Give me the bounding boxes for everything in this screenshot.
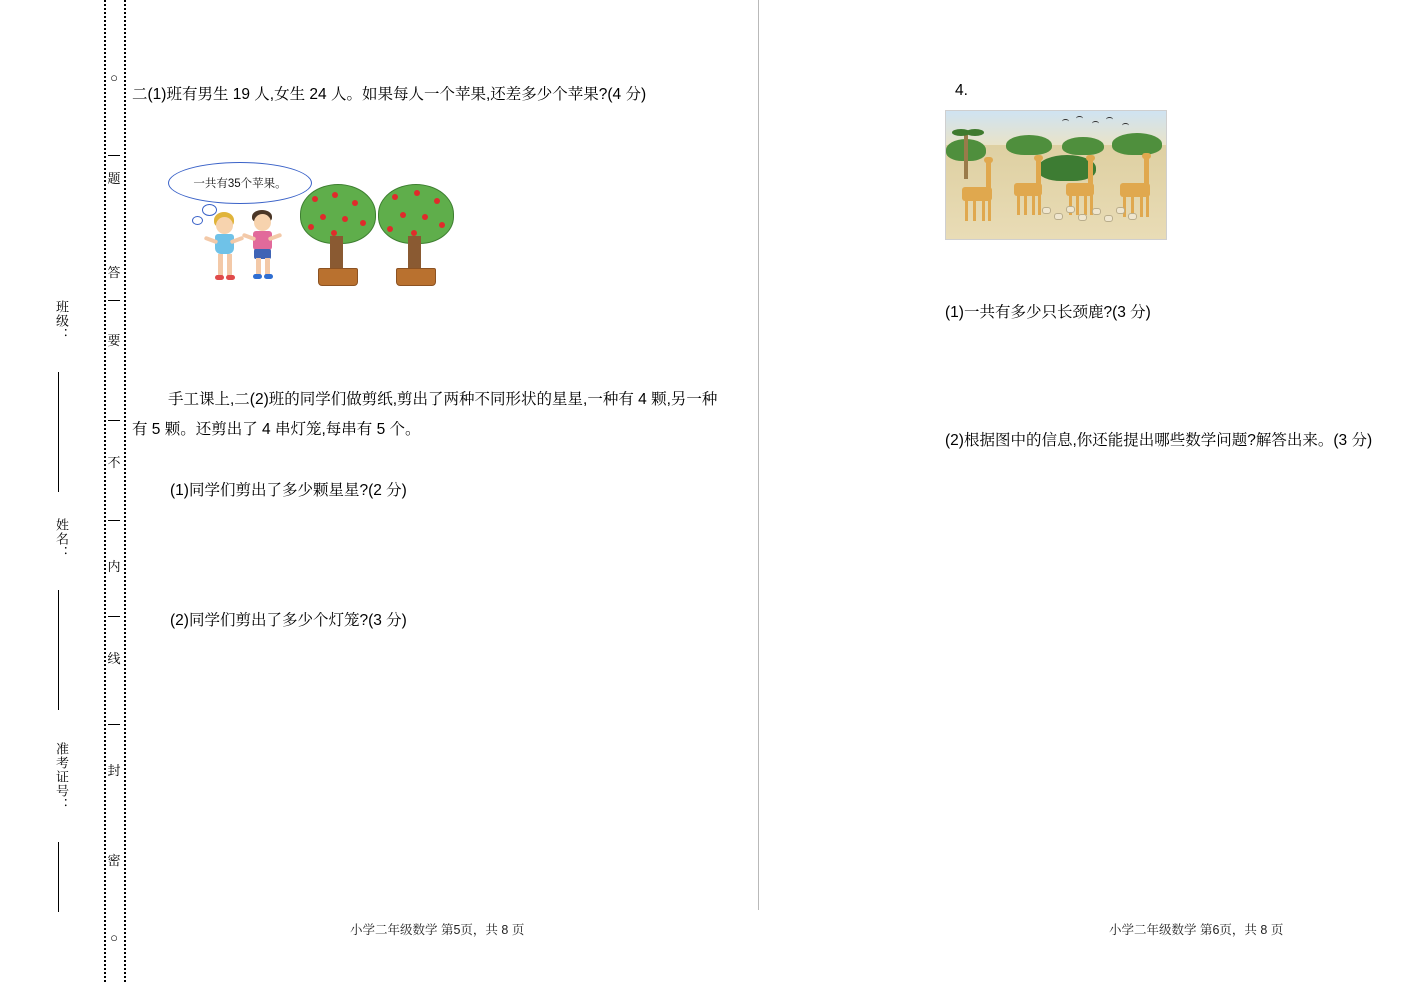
- seal-char-3: 要: [107, 333, 121, 348]
- field-class-rule: [58, 372, 59, 492]
- binding-margin: [0, 0, 128, 982]
- seal-divider-3: [108, 420, 120, 421]
- small-animal: [1066, 206, 1075, 213]
- seal-divider-5: [108, 616, 120, 617]
- small-animal: [1054, 213, 1063, 220]
- bush: [1006, 135, 1052, 155]
- question-4-number: 4.: [955, 82, 968, 99]
- seal-circle-bottom: ○: [110, 930, 118, 945]
- boy-leg-right: [265, 258, 270, 275]
- palm-leaf: [966, 129, 984, 136]
- apple: [414, 190, 420, 196]
- small-animal: [1128, 213, 1137, 220]
- field-exam-rule: [58, 842, 59, 912]
- small-animal: [1116, 207, 1125, 214]
- bird-icon: [1062, 119, 1069, 124]
- question-2: 二(1)班有男生 19 人,女生 24 人。如果每人一个苹果,还差多少个苹果?(4 分): [132, 86, 647, 103]
- girl-shoe-right: [226, 275, 235, 280]
- speech-bubble-dot-small: [192, 216, 203, 225]
- seal-char-6: 线: [107, 651, 121, 666]
- bush: [1062, 137, 1104, 155]
- apple: [342, 216, 348, 222]
- apple-tree-2: [378, 184, 456, 286]
- question-4-sub-2: (2)根据图中的信息,你还能提出哪些数学问题?解答出来。(3 分): [945, 432, 1373, 449]
- small-animal: [1104, 215, 1113, 222]
- tree-1-pot: [318, 268, 358, 286]
- seal-char-8: 密: [107, 853, 121, 868]
- seal-char-7: 封: [107, 763, 121, 778]
- apple-tree-1: [300, 184, 378, 286]
- page-left: [128, 0, 758, 982]
- tree-1-crown: [300, 184, 376, 244]
- bird-icon: [1076, 116, 1083, 121]
- small-animal: [1078, 214, 1087, 221]
- apple: [392, 194, 398, 200]
- bird-icon: [1092, 121, 1099, 126]
- footer-right-page: 小学二年级数学 第6页，共 8 页: [1109, 923, 1284, 937]
- dotted-line-outer: [124, 0, 126, 982]
- question-3: 手工课上,二(2)班的同学们做剪纸,剪出了两种不同形状的星星,一种有 4 颗,另一种有 5 颗。还剪出了 4 串灯笼,每串有 5 个。: [132, 391, 718, 438]
- girl-figure: [208, 212, 242, 284]
- seal-char-2: 答: [107, 265, 121, 280]
- field-exam-number: 准考证号：: [54, 742, 69, 812]
- seal-divider-2: [108, 300, 120, 301]
- apple: [332, 192, 338, 198]
- seal-circle-top: ○: [110, 70, 118, 85]
- question-3-sub-2: (2)同学们剪出了多少个灯笼?(3 分): [170, 612, 407, 629]
- seal-char-0: 题: [107, 171, 121, 186]
- seal-char-4: 不: [107, 455, 121, 470]
- giraffe: [960, 161, 996, 223]
- seal-divider-6: [108, 724, 120, 725]
- apple: [352, 200, 358, 206]
- girl-leg-left: [218, 254, 223, 276]
- giraffe-savanna-photo: [945, 110, 1167, 240]
- boy-shoe-left: [253, 274, 262, 279]
- small-animal: [1092, 208, 1101, 215]
- question-4-sub-1: (1)一共有多少只长颈鹿?(3 分): [945, 304, 1151, 321]
- apple: [360, 220, 366, 226]
- bush: [1112, 133, 1162, 155]
- bird-icon: [1106, 117, 1113, 122]
- tree-2-trunk: [408, 236, 421, 270]
- apple: [434, 198, 440, 204]
- speech-bubble: 一共有35个苹果。: [168, 162, 312, 204]
- seal-char-5: 内: [107, 559, 121, 574]
- boy-shoe-right: [264, 274, 273, 279]
- apple: [312, 196, 318, 202]
- field-name-rule: [58, 590, 59, 710]
- giraffe: [1012, 159, 1046, 219]
- apple: [320, 214, 326, 220]
- apple: [308, 224, 314, 230]
- tree-2-pot: [396, 268, 436, 286]
- small-animal: [1042, 207, 1051, 214]
- girl-head: [216, 217, 233, 234]
- footer-left-page: 小学二年级数学 第5页，共 8 页: [350, 923, 525, 937]
- boy-figure: [246, 210, 280, 284]
- apple-tree-illustration: [168, 150, 488, 285]
- seal-divider-1: [108, 155, 120, 156]
- apple: [400, 212, 406, 218]
- field-class: 班级：: [54, 300, 69, 342]
- question-3-sub-1: (1)同学们剪出了多少颗星星?(2 分): [170, 482, 407, 499]
- boy-head: [254, 214, 271, 231]
- bird-icon: [1122, 123, 1129, 128]
- dotted-line-inner: [104, 0, 106, 982]
- exam-sheet: [128, 0, 1421, 982]
- apple: [387, 226, 393, 232]
- field-student-name: 姓名：: [54, 518, 69, 560]
- apple: [439, 222, 445, 228]
- girl-shoe-left: [215, 275, 224, 280]
- girl-leg-right: [227, 254, 232, 276]
- apple: [422, 214, 428, 220]
- seal-divider-4: [108, 520, 120, 521]
- boy-leg-left: [256, 258, 261, 275]
- page-right: [759, 0, 1421, 982]
- tree-1-trunk: [330, 236, 343, 270]
